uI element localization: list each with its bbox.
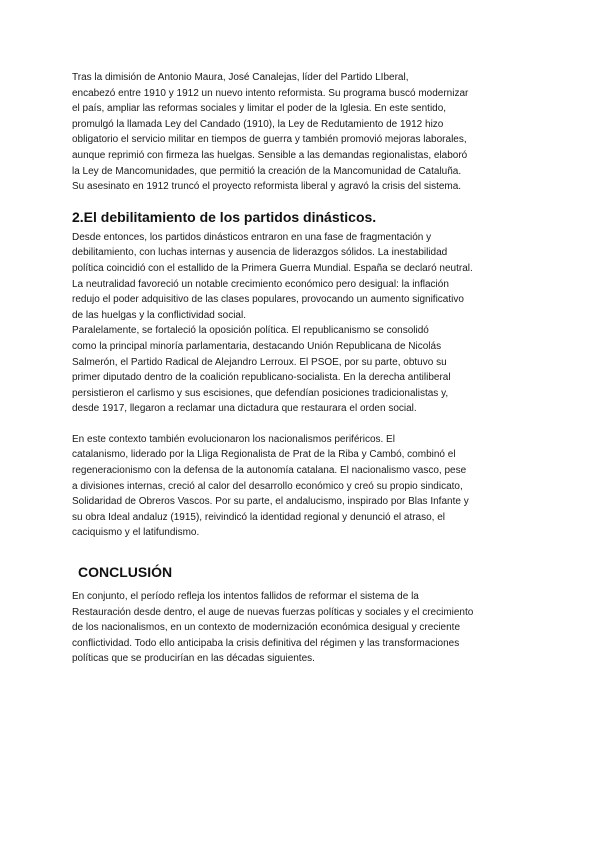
text-line: caciquismo y el latifundismo.	[72, 527, 200, 539]
text-line: Salmerón, el Partido Radical de Alejandro Lerroux. El PSOE, por su parte, obtuvo su	[72, 356, 447, 368]
text-line: de las huelgas y la conflictividad social.	[72, 309, 246, 321]
section-heading: 2.El debilitamiento de los partidos dinásticos.	[72, 208, 377, 225]
section-paragraph	[72, 432, 524, 541]
text-line: Paralelamente, se fortaleció la oposición política. El republicanismo se consolidó	[72, 325, 429, 337]
text-line: política coincidió con el estallido de la Primera Guerra Mundial. España se declaró neutral.	[72, 262, 473, 274]
text-line: Restauración desde dentro, el auge de nuevas fuerzas políticas y sociales y el crecimiento	[72, 606, 474, 618]
text-line: persistieron el carlismo y sus escisiones, que defendían posiciones tradicionalistas y,	[72, 387, 449, 399]
document-body	[72, 70, 524, 667]
section-paragraph	[72, 230, 524, 417]
text-line: redujo el poder adquisitivo de las clases populares, provocando un aumento significativo	[72, 294, 464, 306]
text-line: regeneracionismo con la defensa de la autonomía catalana. El nacionalismo vasco, pese	[72, 465, 467, 477]
text-line: promulgó la llamada Ley del Candado (1910), la Ley de Redutamiento de 1912 hizo	[72, 118, 444, 130]
text-line: Su asesinato en 1912 truncó el proyecto reformista liberal y agravó la crisis del sistema.	[72, 181, 462, 193]
text-line: a divisiones internas, creció al calor del desarrollo económico y creó su propio sindicato,	[72, 480, 463, 492]
text-line: En este contexto también evolucionaron los nacionalismos periféricos. El	[72, 433, 395, 445]
text-line: encabezó entre 1910 y 1912 un nuevo intento reformista. Su programa buscó modernizar	[72, 87, 469, 99]
text-line: políticas que se producirían en las décadas siguientes.	[72, 653, 315, 665]
text-line: aunque reprimió con firmeza las huelgas. Sensible a las demandas regionalistas, elaboró	[72, 149, 468, 161]
text-line: La neutralidad favoreció un notable crecimiento económico pero desigual: la inflación	[72, 278, 449, 290]
text-line: Solidaridad de Obreros Vascos. Por su parte, el andalucismo, inspirado por Blas Infante y	[72, 496, 469, 508]
text-line: Tras la dimisión de Antonio Maura, José Canalejas, líder del Partido LIberal,	[72, 72, 409, 83]
text-line: obligatorio el servicio militar en tiempos de guerra y también promovió mejoras laborales,	[72, 134, 467, 146]
conclusion-heading: CONCLUSIÓN	[78, 564, 173, 581]
intro-paragraph	[72, 70, 524, 195]
text-line: desde 1917, llegaron a reclamar una dictadura que restaurara el orden social.	[72, 403, 417, 415]
text-line: debilitamiento, con luchas internas y ausencia de liderazgos sólidos. La inestabilidad	[72, 247, 448, 259]
conclusion-paragraph	[72, 589, 524, 667]
text-line: su obra Ideal andaluz (1915), reivindicó la identidad regional y denunció el atraso, el	[72, 511, 446, 523]
text-line: de los nacionalismos, en un contexto de modernización económica desigual y creciente	[72, 622, 461, 634]
text-line: conflictividad. Todo ello anticipaba la crisis definitiva del régimen y las transformaciones	[72, 637, 460, 649]
text-line: catalanismo, liderado por la Lliga Regionalista de Prat de la Riba y Cambó, combinó el	[72, 449, 456, 461]
text-line: primer diputado dentro de la coalición republicano-socialista. En la derecha antiliberal	[72, 372, 451, 384]
text-line: la Ley de Mancomunidades, que permitió la creación de la Mancomunidad de Cataluña.	[72, 165, 462, 177]
text-line: En conjunto, el período refleja los intentos fallidos de reformar el sistema de la	[72, 591, 419, 603]
text-line: Desde entonces, los partidos dinásticos entraron en una fase de fragmentación y	[72, 231, 432, 243]
text-line: como la principal minoría parlamentaria, destacando Unión Republicana de Nicolás	[72, 340, 442, 352]
text-line: el país, ampliar las reformas sociales y limitar el poder de la Iglesia. En este sentido,	[72, 103, 447, 115]
